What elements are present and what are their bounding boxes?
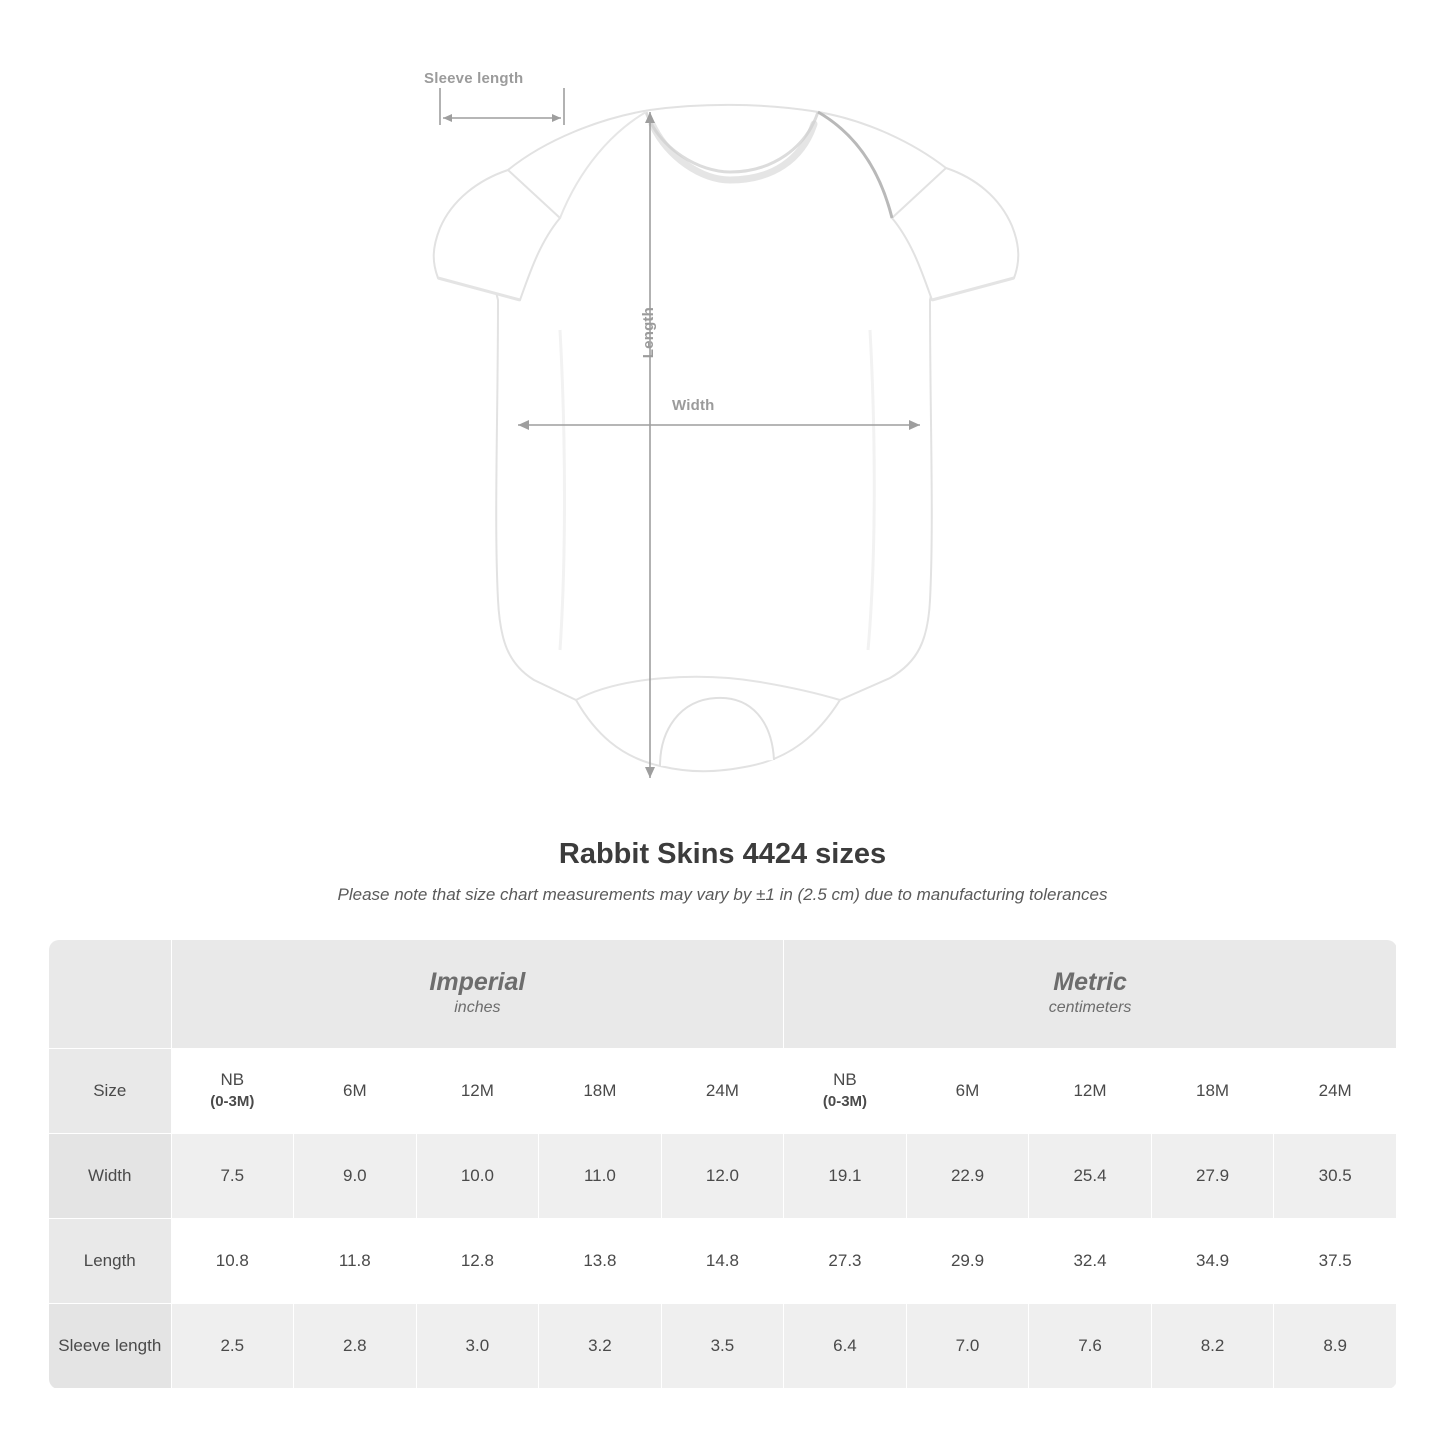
sleeve-6m-metric: 7.0 [906,1304,1029,1389]
length-dimension-label: Length [640,307,657,359]
length-12m-imperial: 12.8 [416,1219,539,1304]
size-header-nb-imperial [171,1049,294,1134]
unit-group-imperial-name: Imperial [429,967,526,996]
sleeve-nb-metric: 6.4 [784,1304,907,1389]
sleeve-24m-imperial: 3.5 [661,1304,784,1389]
size-header-24m-metric: 24M [1274,1049,1397,1134]
width-12m-metric: 25.4 [1029,1134,1152,1219]
length-24m-metric: 37.5 [1274,1219,1397,1304]
size-header-nb-imperial-sub: (0-3M) [210,1093,255,1111]
width-6m-metric: 22.9 [906,1134,1029,1219]
width-18m-imperial: 11.0 [539,1134,662,1219]
size-header-corner: Size [49,1049,172,1134]
sleeve-18m-imperial: 3.2 [539,1304,662,1389]
sleeve-18m-metric: 8.2 [1151,1304,1274,1389]
sleeve-12m-imperial: 3.0 [416,1304,539,1389]
size-header-18m-imperial: 18M [539,1049,662,1134]
length-6m-imperial: 11.8 [294,1219,417,1304]
table-row [49,1304,1397,1389]
width-18m-metric: 27.9 [1151,1134,1274,1219]
title-block [0,838,1445,905]
length-18m-metric: 34.9 [1151,1219,1274,1304]
size-header-12m-metric: 12M [1029,1049,1152,1134]
size-header-nb-imperial-label: NB [220,1070,245,1090]
sleeve-6m-imperial: 2.8 [294,1304,417,1389]
sleeve-length-dimension-label: Sleeve length [424,70,524,87]
size-header-nb-metric-sub: (0-3M) [822,1093,868,1111]
size-header-nb-metric [784,1049,907,1134]
size-header-12m-imperial: 12M [416,1049,539,1134]
length-6m-metric: 29.9 [906,1219,1029,1304]
width-nb-imperial: 7.5 [171,1134,294,1219]
size-table [48,939,1397,1389]
table-row [49,1134,1397,1219]
unit-group-row [49,940,1397,1049]
unit-corner-cell [49,940,172,1049]
length-12m-metric: 32.4 [1029,1219,1152,1304]
width-dimension-label: Width [672,397,715,414]
width-6m-imperial: 9.0 [294,1134,417,1219]
length-nb-metric: 27.3 [784,1219,907,1304]
table-row [49,1219,1397,1304]
length-24m-imperial: 14.8 [661,1219,784,1304]
size-header-18m-metric: 18M [1151,1049,1274,1134]
size-header-24m-imperial: 24M [661,1049,784,1134]
width-nb-metric: 19.1 [784,1134,907,1219]
row-label-length: Length [49,1219,172,1304]
sleeve-12m-metric: 7.6 [1029,1304,1152,1389]
size-header-row [49,1049,1397,1134]
unit-group-metric [784,940,1397,1049]
unit-group-imperial-subtitle: inches [454,999,501,1017]
size-header-6m-imperial: 6M [294,1049,417,1134]
unit-group-metric-name: Metric [1053,967,1127,996]
sleeve-24m-metric: 8.9 [1274,1304,1397,1389]
size-header-6m-metric: 6M [906,1049,1029,1134]
size-header-nb-metric-label: NB [833,1070,857,1090]
unit-group-metric-subtitle: centimeters [1048,999,1132,1017]
sleeve-nb-imperial: 2.5 [171,1304,294,1389]
width-24m-imperial: 12.0 [661,1134,784,1219]
length-nb-imperial: 10.8 [171,1219,294,1304]
row-label-sleeve-length: Sleeve length [49,1304,172,1389]
width-12m-imperial: 10.0 [416,1134,539,1219]
tolerance-note: Please note that size chart measurements may vary by ±1 in (2.5 cm) due to manufacturing tolerances [337,885,1108,904]
width-24m-metric: 30.5 [1274,1134,1397,1219]
page-title: Rabbit Skins 4424 sizes [558,838,887,870]
row-label-width: Width [49,1134,172,1219]
unit-group-imperial [171,940,784,1049]
length-18m-imperial: 13.8 [539,1219,662,1304]
size-table-wrap [48,939,1397,1389]
